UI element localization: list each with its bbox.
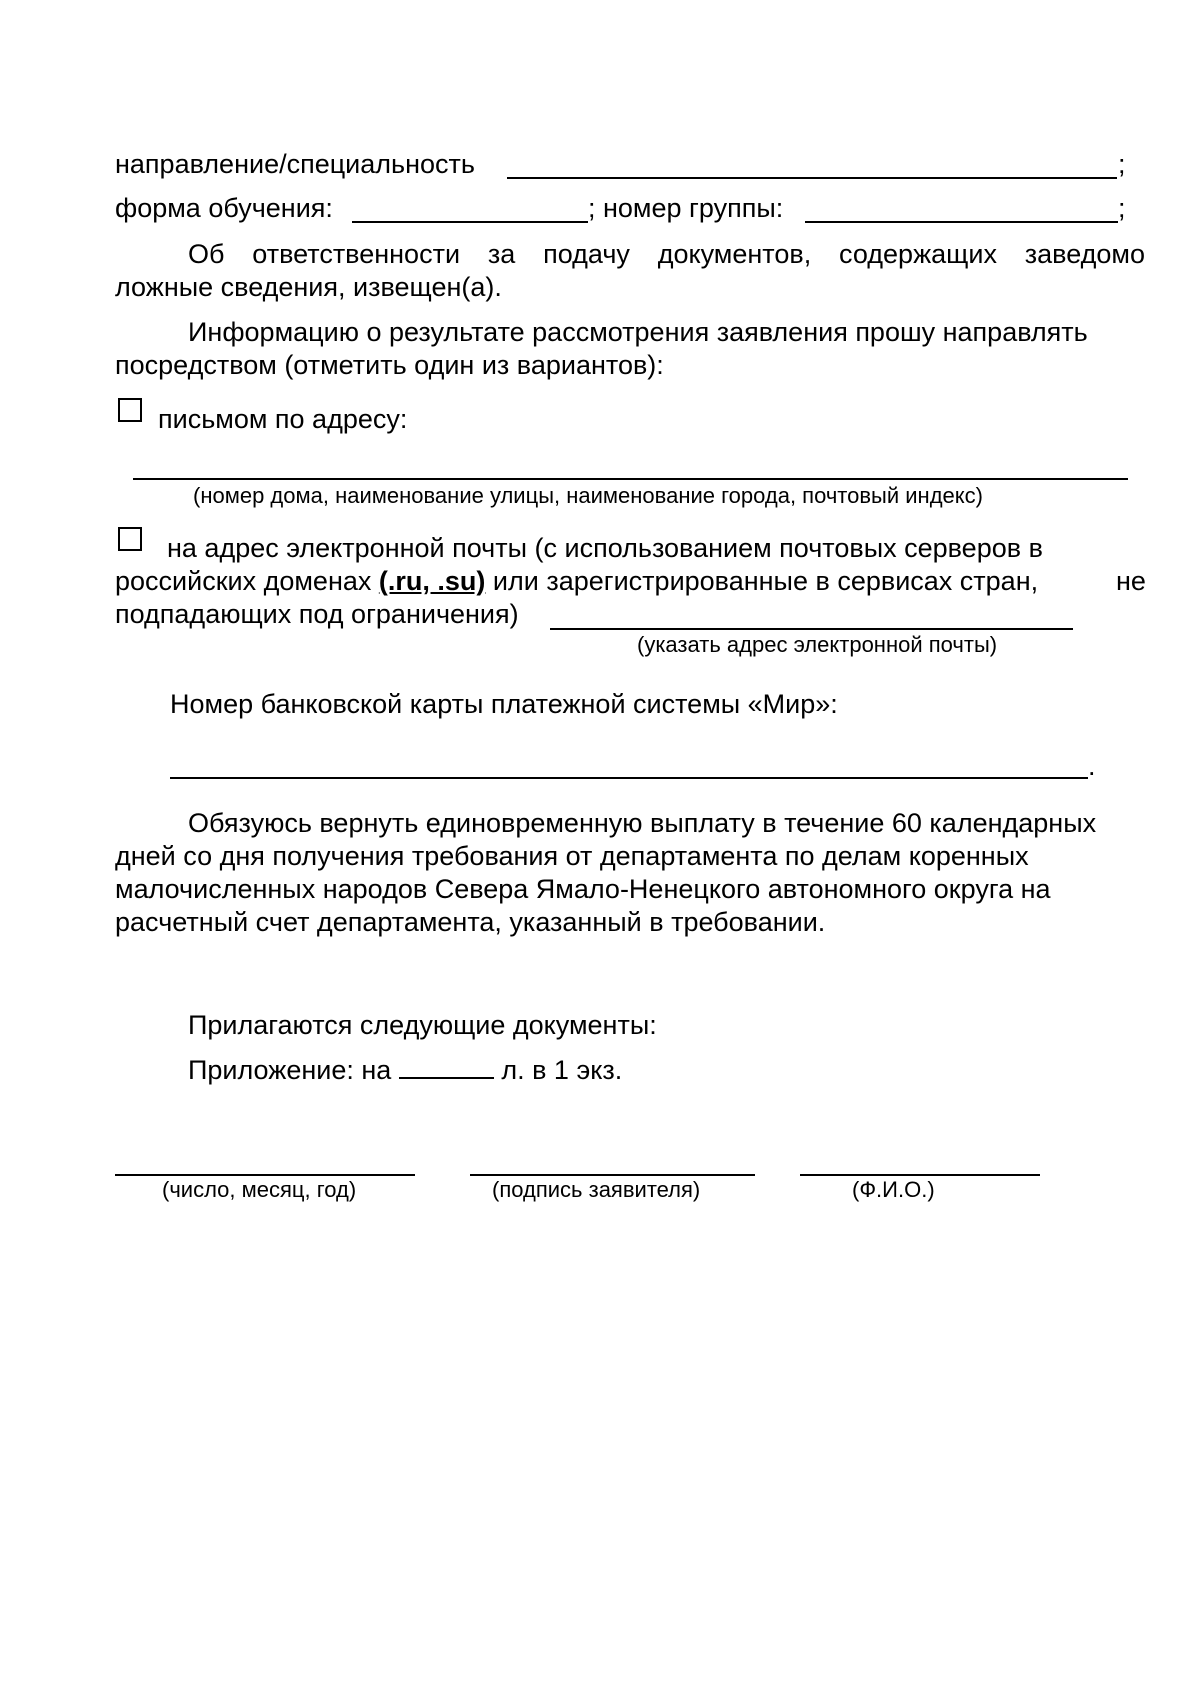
bank-card-field[interactable] (170, 777, 1088, 779)
email-option-checkbox[interactable] (118, 527, 142, 551)
direction-semicolon: ; (1118, 149, 1126, 179)
appendix-label-end: л. в 1 экз. (501, 1055, 623, 1085)
date-field[interactable] (115, 1174, 415, 1176)
form-of-study-label: форма обучения: (115, 193, 333, 223)
attachments-title: Прилагаются следующие документы: (188, 1010, 657, 1040)
email-option-line2-end: или зарегистрированные в сервисах стран, (492, 566, 1039, 596)
full-name-hint: (Ф.И.О.) (852, 1177, 935, 1202)
responsibility-text-line1: Об ответственности за подачу документов, содержащих заведомо (188, 239, 1145, 269)
email-address-hint: (указать адрес электронной почты) (637, 632, 998, 657)
group-number-label: ; номер группы: (588, 193, 784, 223)
appendix-pages-field[interactable] (399, 1055, 494, 1079)
appendix-row (188, 1054, 622, 1087)
appendix-label-start: Приложение: на (188, 1055, 392, 1085)
full-name-field[interactable] (800, 1174, 1040, 1176)
direction-row (115, 148, 475, 181)
postal-address-field[interactable] (133, 478, 1128, 480)
info-request-line1: Информацию о результате рассмотрения заявления прошу направлять (188, 317, 1088, 347)
obligation-line4: расчетный счет департамента, указанный в требовании. (115, 907, 826, 937)
group-semicolon: ; (1118, 193, 1126, 223)
obligation-line3: малочисленных народов Севера Ямало-Ненецкого автономного округа на (115, 874, 1051, 904)
group-number-field[interactable] (805, 221, 1118, 223)
email-option-line3: подпадающих под ограничения) (115, 599, 519, 629)
signature-hint: (подпись заявителя) (492, 1177, 701, 1202)
obligation-line2: дней со дня получения требования от департамента по делам коренных (115, 841, 1029, 871)
bank-card-label: Номер банковской карты платежной системы «Мир»: (170, 689, 838, 719)
info-request-line2: посредством (отметить один из вариантов): (115, 350, 664, 380)
direction-label: направление/специальность (115, 149, 475, 179)
postal-address-hint: (номер дома, наименование улицы, наименование города, почтовый индекс) (193, 483, 983, 508)
responsibility-text-line2: ложные сведения, извещен(а). (115, 272, 502, 302)
signature-field[interactable] (470, 1174, 755, 1176)
email-option-line2-start: российских доменах (115, 566, 372, 596)
form-of-study-field[interactable] (352, 221, 588, 223)
email-address-field[interactable] (550, 628, 1073, 630)
email-option-line2-tail: не (1116, 566, 1146, 596)
date-hint: (число, месяц, год) (162, 1177, 357, 1202)
email-domains: (.ru, .su) (378, 566, 486, 596)
letter-option-label: письмом по адресу: (158, 404, 408, 434)
obligation-line1: Обязуюсь вернуть единовременную выплату в течение 60 календарных (188, 808, 1097, 838)
email-option-line1: на адрес электронной почты (с использованием почтовых серверов в (167, 533, 1043, 563)
letter-option-checkbox[interactable] (118, 398, 142, 422)
direction-field[interactable] (507, 177, 1117, 179)
bank-card-period: . (1088, 751, 1096, 781)
email-option-line2 (115, 565, 1038, 598)
